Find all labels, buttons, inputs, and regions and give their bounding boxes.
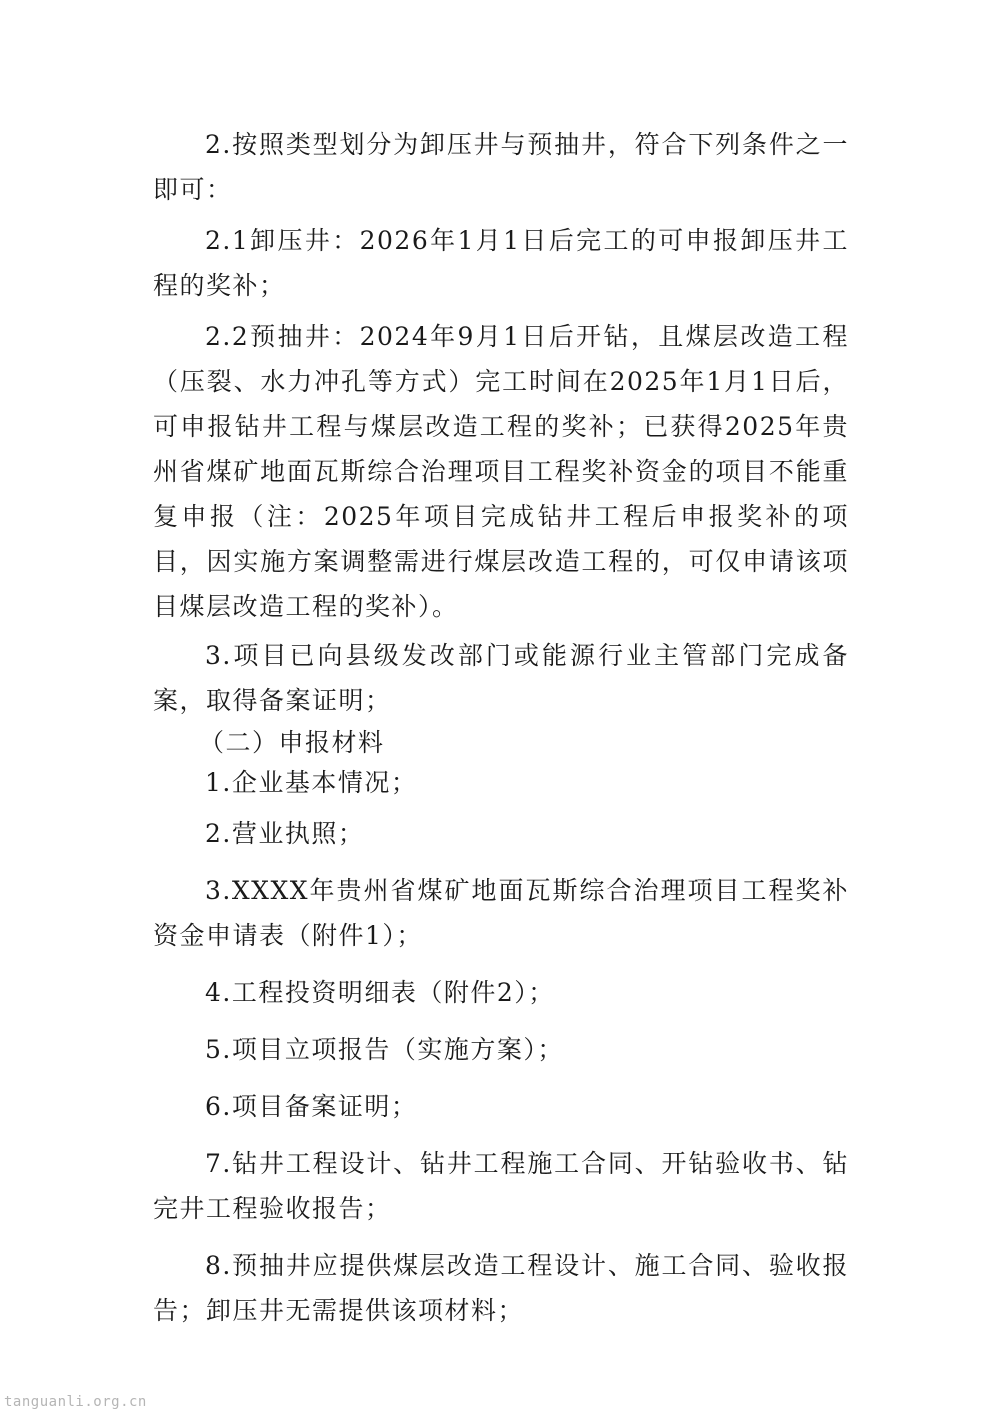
material-item-6: 6.项目备案证明； xyxy=(205,1092,418,1121)
paragraph-2-conditions: 2.按照类型划分为卸压井与预抽井，符合下列条件之一即可： xyxy=(153,130,849,204)
section-heading-materials: （二）申报材料 xyxy=(199,728,385,757)
paragraph-2-2-pre-drainage-well: 2.2预抽井：2024年9月1日后开钻，且煤层改造工程（压裂、水力冲孔等方式）完工时间在2025年1月1日后，可申报钻井工程与煤层改造工程的奖补；已获得2025年贵州省煤矿地面瓦斯综合治理项目工程奖补资金的项目不能重复申报（注：2025年项目完成钻井工程后申报奖补的项目，因实施方案调整需进行煤层改造工程的，可仅申请该项目煤层改造工程的奖补）。 xyxy=(153,322,849,621)
material-item-7: 7.钻井工程设计、钻井工程施工合同、开钻验收书、钻完井工程验收报告； xyxy=(153,1149,849,1223)
document-body xyxy=(153,122,849,1333)
material-item-1: 1.企业基本情况； xyxy=(205,768,418,797)
material-item-3: 3.XXXX年贵州省煤矿地面瓦斯综合治理项目工程奖补资金申请表（附件1）； xyxy=(153,876,849,950)
paragraph-3-filing: 3.项目已向县级发改部门或能源行业主管部门完成备案，取得备案证明； xyxy=(153,641,849,715)
paragraph-2-1-relief-well: 2.1卸压井：2026年1月1日后完工的可申报卸压井工程的奖补； xyxy=(153,226,849,300)
material-item-5: 5.项目立项报告（实施方案）； xyxy=(205,1035,564,1064)
material-item-8: 8.预抽井应提供煤层改造工程设计、施工合同、验收报告；卸压井无需提供该项材料； xyxy=(153,1251,849,1325)
material-item-2: 2.营业执照； xyxy=(205,819,365,848)
site-watermark: tanguanli.org.cn xyxy=(4,1394,147,1410)
material-item-4: 4.工程投资明细表（附件2）； xyxy=(205,978,555,1007)
